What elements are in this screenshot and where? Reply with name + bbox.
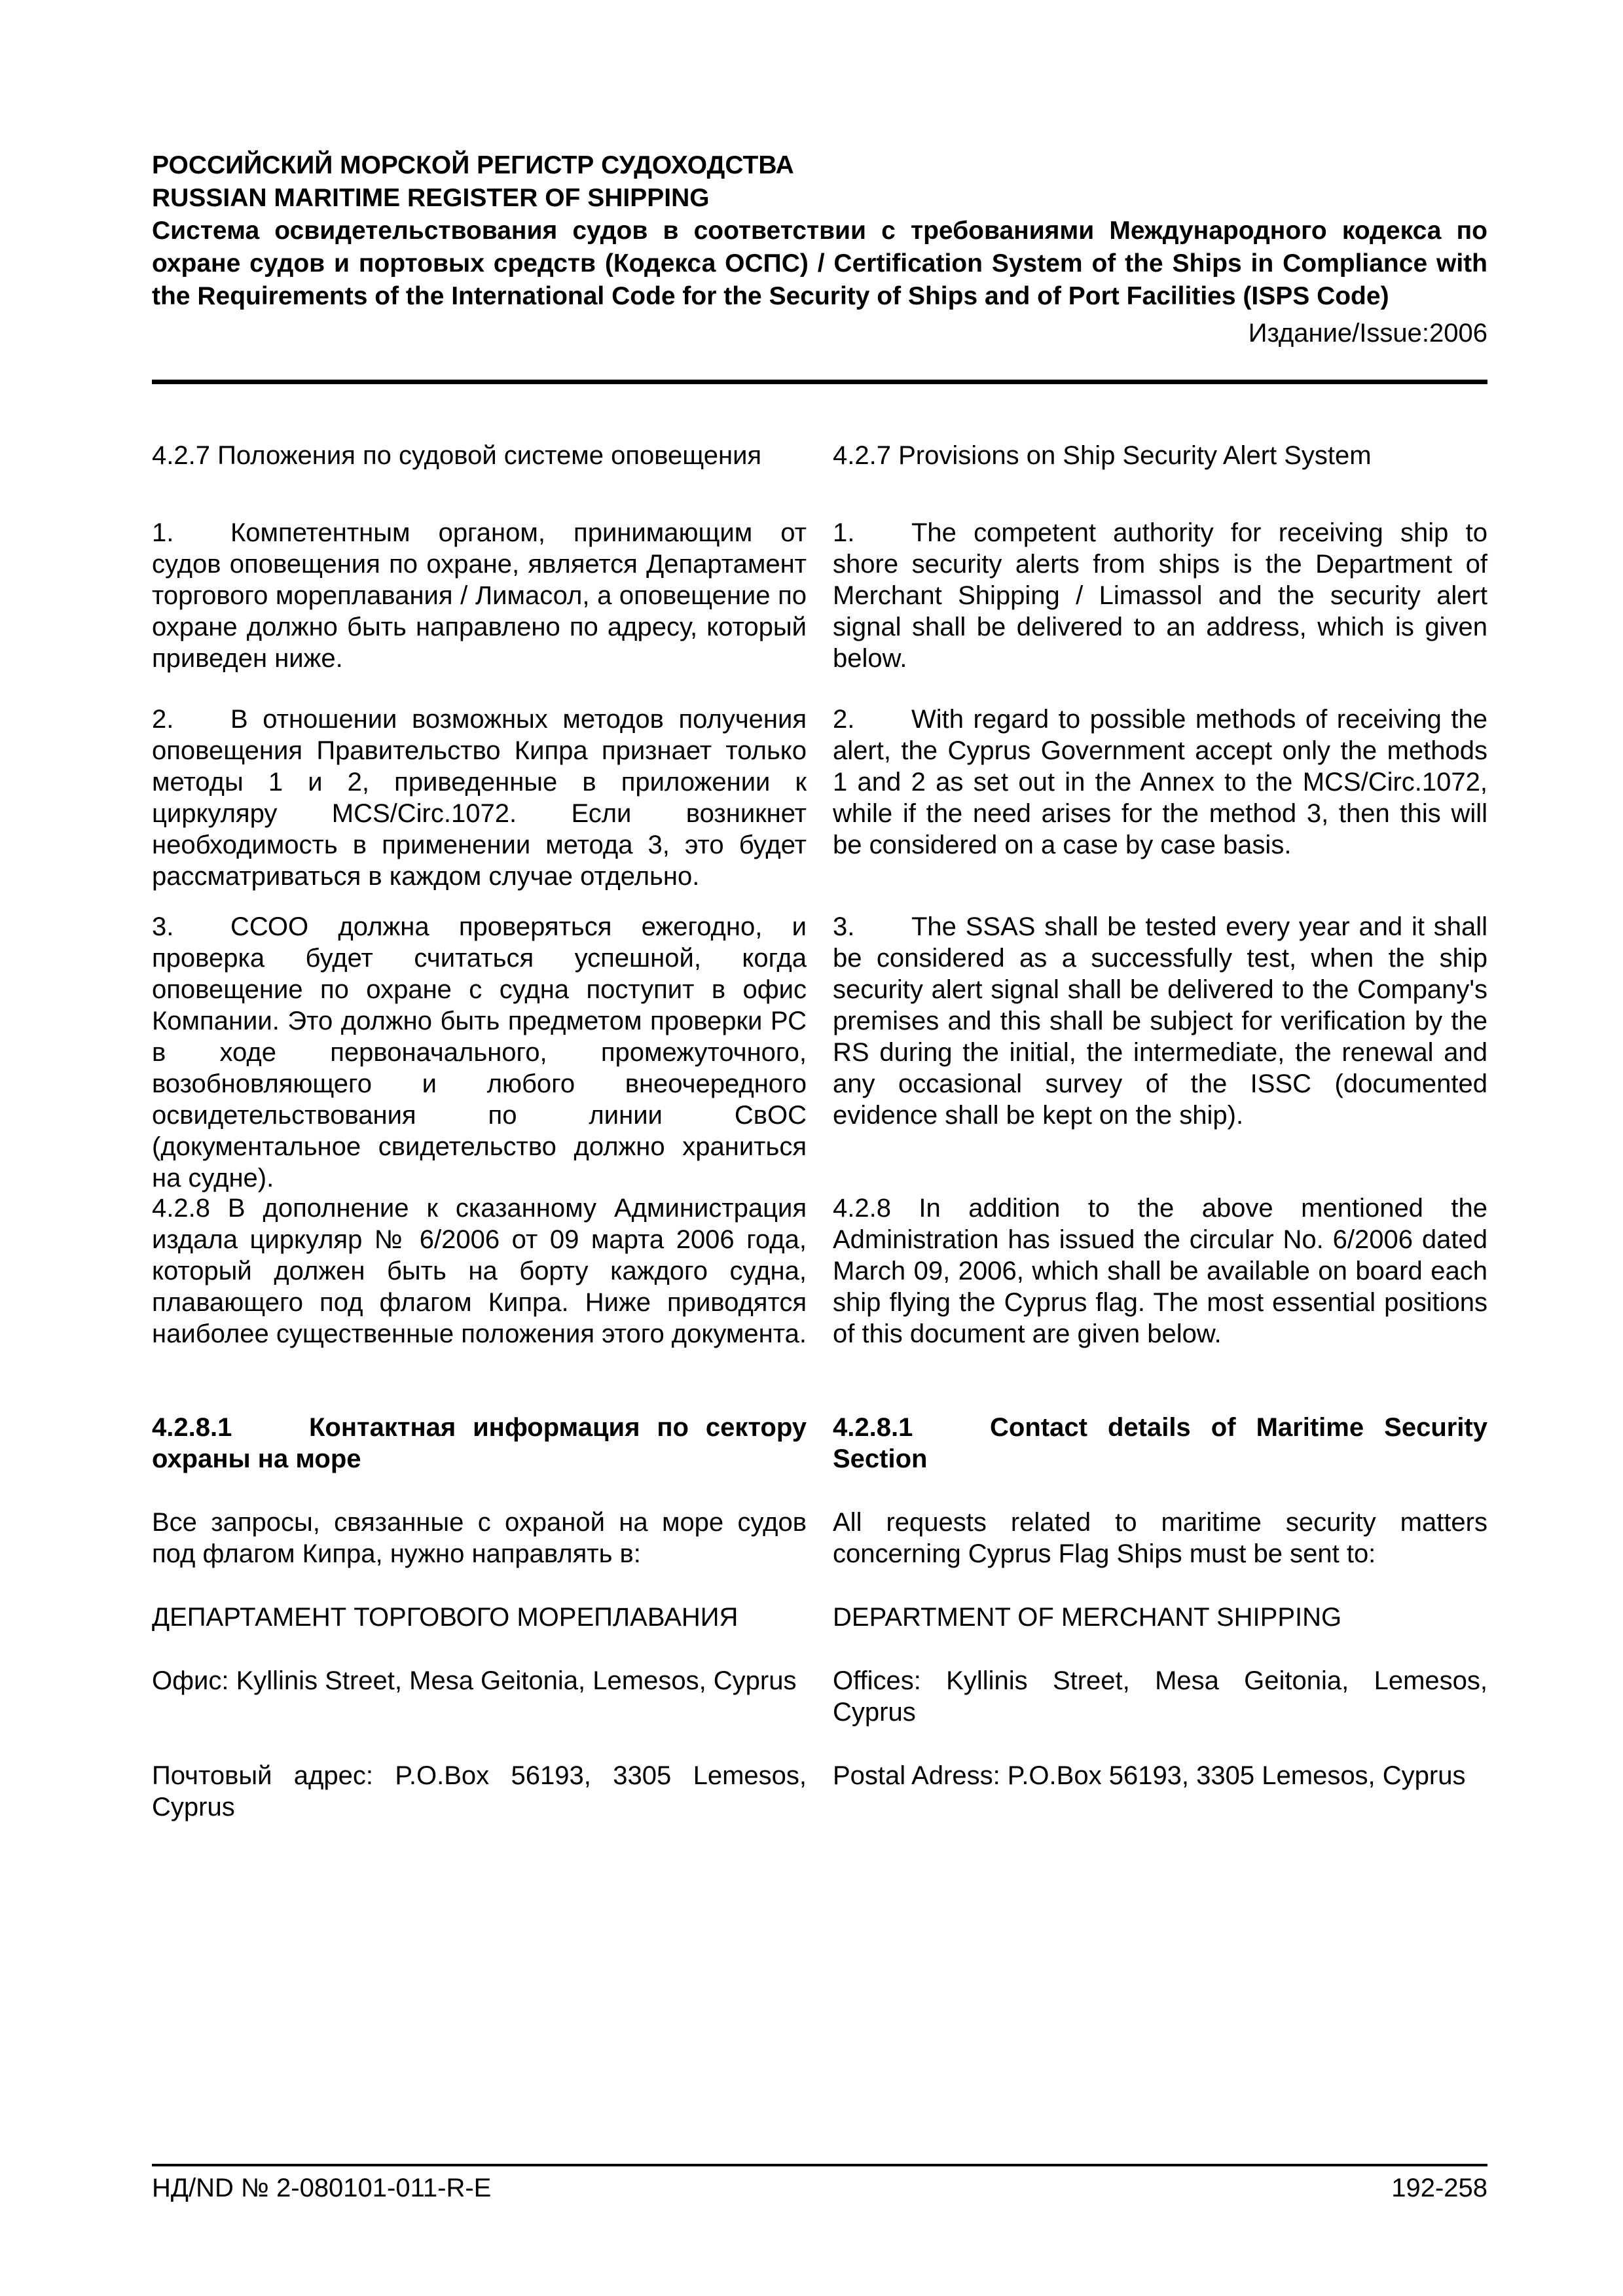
page-number: 192-258 <box>1391 2174 1487 2202</box>
requests-paragraph: All requests related to maritime security matters concerning Cyprus Flag Ships must be sent to: <box>833 1508 1487 1568</box>
paragraph-text: The SSAS shall be tested every year and it shall be considered as a successfully test, when the ship security alert signal shall be delivered to the Company's premises and this shall be subject for verification by the RS during the initial, the intermediate, the renewal and any occasional survey of the ISSC (documented evidence shall be kept on the ship). <box>833 912 1487 1130</box>
section-4-2-7-heading: 4.2.7 Положения по судовой системе оповещения <box>152 441 762 470</box>
paragraph-number: 3. <box>833 912 855 941</box>
paragraph-text: Компетентным органом, принимающим от судов оповещения по охране, является Департамент торгового мореплавания / Лимасол, а оповещение по охране должно быть направлено по адресу, который приведен ниже. <box>152 518 807 673</box>
paragraph-number: 2. <box>833 705 855 734</box>
paragraph-1 <box>833 517 1487 674</box>
paragraph-number: 1. <box>833 518 855 547</box>
paragraph-1 <box>152 517 807 674</box>
paragraph-number: 3. <box>152 912 174 941</box>
section-4-2-8: 4.2.8 В дополнение к сказанному Администрация издала циркуляр № 6/2006 от 09 марта 2006 года, который должен быть на борту каждого судна, плавающего под флагом Кипра. Ниже приводятся наиболее существенные положения этого документа. <box>152 1194 807 1348</box>
section-4-2-8: 4.2.8 In addition to the above mentioned the Administration has issued the circular No. 6/2006 dated March 09, 2006, which shall be available on board each ship flying the Cyprus flag. The most essential positions of this document are given below. <box>833 1194 1487 1348</box>
paragraph-number: 1. <box>152 518 174 547</box>
department-name: ДЕПАРТАМЕНТ ТОРГОВОГО МОРЕПЛАВАНИЯ <box>152 1603 739 1632</box>
department-name: DEPARTMENT OF MERCHANT SHIPPING <box>833 1603 1342 1632</box>
office-address: Офис: Kyllinis Street, Mesa Geitonia, Lemesos, Cyprus <box>152 1666 797 1695</box>
register-title-en: RUSSIAN MARITIME REGISTER OF SHIPPING <box>152 184 710 212</box>
paragraph-text: В отношении возможных методов получения оповещения Правительство Кипра признает только методы 1 и 2, приведенные в приложении к циркуляру MCS/Circ.1072. Если возникнет необходимость в применении метода 3, это будет рассматриваться в каждом случае отдельно. <box>152 705 807 891</box>
document-subtitle: Система освидетельствования судов в соответствии с требованиями Международного кодекса по охране судов и портовых средств (Кодекса ОСПС) / Certification System of the Ships in Compliance with the Requirements of the International Code for the Security of Ships and of Port Facilities (ISPS Code) <box>152 217 1487 310</box>
office-address: Offices: Kyllinis Street, Mesa Geitonia, Lemesos, Cyprus <box>833 1666 1487 1727</box>
paragraph-text: The competent authority for receiving ship to shore security alerts from ships is the Department of Merchant Shipping / Limassol and the security alert signal shall be delivered to an address, which is given below. <box>833 518 1487 673</box>
section-title: Contact details of Maritime Security Section <box>833 1413 1487 1473</box>
issue-label: Издание/Issue:2006 <box>1248 319 1487 348</box>
paragraph-text: With regard to possible methods of receiving the alert, the Cyprus Government accept only the methods 1 and 2 as set out in the Annex to the MCS/Circ.1072, while if the need arises for the method 3, then this will be considered on a case by case basis. <box>833 705 1487 859</box>
paragraph-2 <box>833 704 1487 861</box>
postal-address: Почтовый адрес: P.O.Box 56193, 3305 Lemesos, Cyprus <box>152 1761 807 1821</box>
section-4-2-8-1-heading <box>833 1412 1487 1475</box>
footer-divider <box>152 2164 1487 2166</box>
paragraph-text: ССОО должна проверяться ежегодно, и проверка будет считаться успешной, когда оповещение по охране с судна поступит в офис Компании. Это должно быть предметом проверки РС в ходе первоначального, промежуточного, возобновляющего и любого внеочередного освидетельствования по линии СвОС (документальное свидетельство должно храниться на судне). <box>152 912 807 1193</box>
page-header <box>152 149 1487 350</box>
requests-paragraph: Все запросы, связанные с охраной на море судов под флагом Кипра, нужно направлять в: <box>152 1508 807 1568</box>
paragraph-3 <box>152 911 807 1194</box>
section-4-2-7-heading: 4.2.7 Provisions on Ship Security Alert System <box>833 441 1372 470</box>
section-title: Контактная информация по сектору охраны на море <box>152 1413 807 1473</box>
paragraph-2 <box>152 704 807 892</box>
register-title-ru: РОССИЙСКИЙ МОРСКОЙ РЕГИСТР СУДОХОДСТВА <box>152 151 794 179</box>
section-4-2-8-1-heading <box>152 1412 807 1475</box>
paragraph-3 <box>833 911 1487 1131</box>
document-number: НД/ND № 2-080101-011-R-E <box>152 2174 492 2202</box>
header-divider <box>152 380 1487 384</box>
paragraph-number: 2. <box>152 705 174 734</box>
section-number: 4.2.8.1 <box>152 1413 232 1442</box>
section-number: 4.2.8.1 <box>833 1413 913 1442</box>
postal-address: Postal Adress: P.O.Box 56193, 3305 Lemesos, Cyprus <box>833 1761 1466 1790</box>
